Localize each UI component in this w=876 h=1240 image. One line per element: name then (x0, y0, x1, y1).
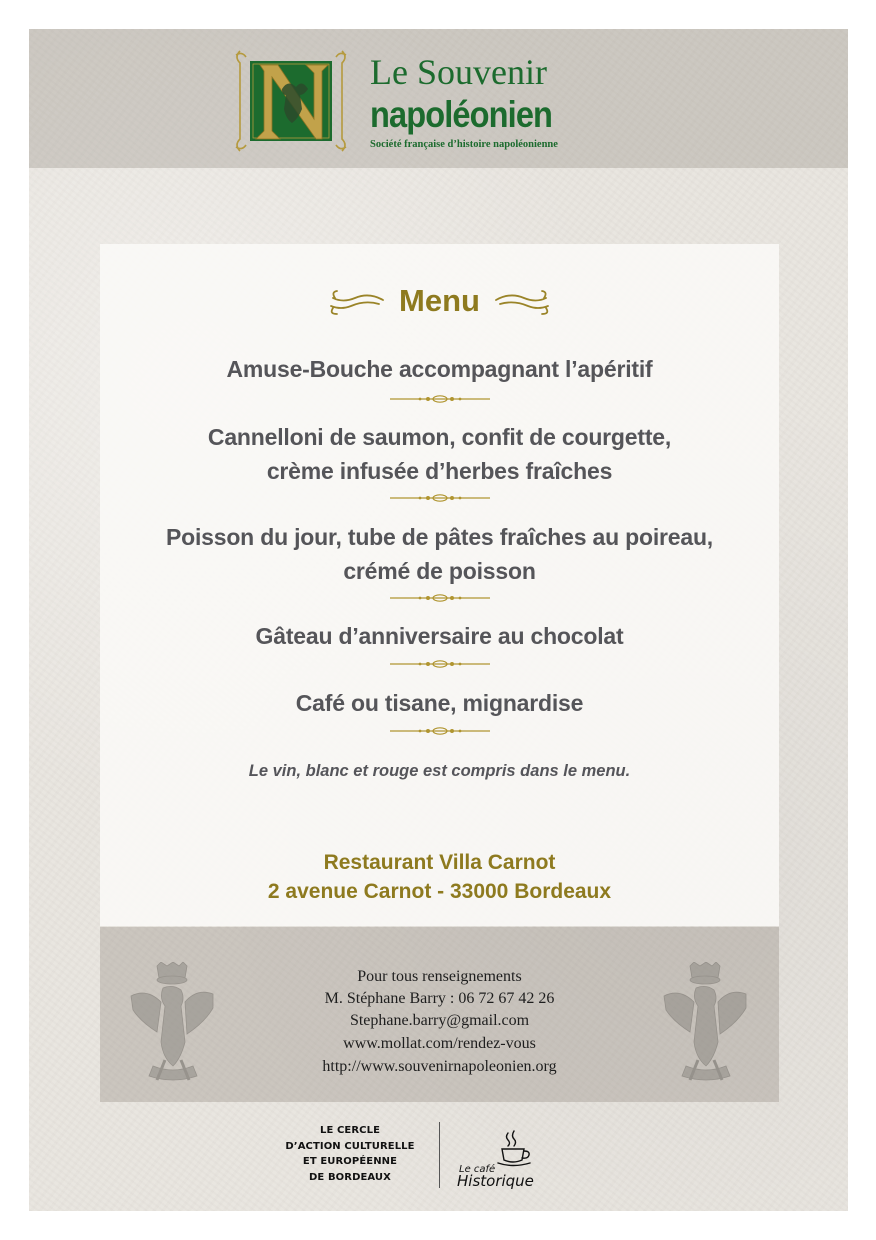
contact-website-souvenir[interactable]: http://www.souvenirnapoleonien.org (322, 1058, 557, 1075)
contact-website-mollat[interactable]: www.mollat.com/rendez-vous (343, 1035, 536, 1052)
divider-ornament-icon (390, 660, 490, 668)
flourish-right-icon (494, 288, 550, 316)
course-4-line-1: Gâteau d’anniversaire au chocolat (255, 623, 624, 649)
coffee-cup-icon (496, 1129, 532, 1167)
cercle-line-3: ET EUROPÉENNE (302, 1156, 398, 1167)
course-2-line-1: Cannelloni de saumon, confit de courgette, (207, 424, 672, 450)
course-2 (100, 420, 779, 488)
logo-title-line-2: napoléonien (370, 94, 553, 135)
logo-subtitle: Société française d’histoire napoléonienne (370, 139, 558, 150)
contact-heading: Pour tous renseignements (357, 968, 522, 985)
course-1 (100, 352, 779, 386)
divider-ornament-icon (390, 494, 490, 502)
course-2-line-2: crème infusée d’herbes fraîches (266, 458, 613, 484)
cercle-line-1: LE CERCLE (320, 1125, 380, 1136)
divider-ornament-icon (390, 395, 490, 403)
cercle-line-4: DE BORDEAUX (309, 1171, 391, 1183)
cafe-logo-big: Historique (457, 1172, 534, 1190)
course-5 (100, 686, 779, 720)
contact-person-phone: M. Stéphane Barry : 06 72 67 42 26 (324, 990, 555, 1007)
contact-email[interactable]: Stephane.barry@gmail.com (349, 1012, 530, 1029)
divider-ornament-icon (390, 594, 490, 602)
course-3-line-2: crémé de poisson (343, 558, 536, 584)
footer-cercle-logo (270, 1123, 430, 1185)
course-1-line-1: Amuse-Bouche accompagnant l’apéritif (226, 356, 653, 382)
cafe-logo-small: Le café (459, 1164, 496, 1175)
footer-divider (439, 1122, 440, 1188)
course-3-line-1: Poisson du jour, tube de pâtes fraîches au poireau, (165, 524, 714, 550)
course-5-line-1: Café ou tisane, mignardise (295, 690, 584, 716)
cercle-line-2: D’ACTION CULTURELLE (285, 1140, 415, 1152)
course-3 (100, 520, 779, 588)
menu-title: Menu (399, 283, 480, 318)
menu-heading (100, 280, 779, 324)
venue-address: 2 avenue Carnot - 33000 Bordeaux (267, 880, 612, 903)
wine-note: Le vin, blanc et rouge est compris dans le menu. (248, 762, 631, 780)
course-4 (100, 619, 779, 653)
logo-emblem (232, 49, 350, 153)
venue-name: Restaurant Villa Carnot (323, 851, 556, 874)
logo-title-line-1: Le Souvenir (370, 52, 547, 92)
divider-ornament-icon (390, 727, 490, 735)
